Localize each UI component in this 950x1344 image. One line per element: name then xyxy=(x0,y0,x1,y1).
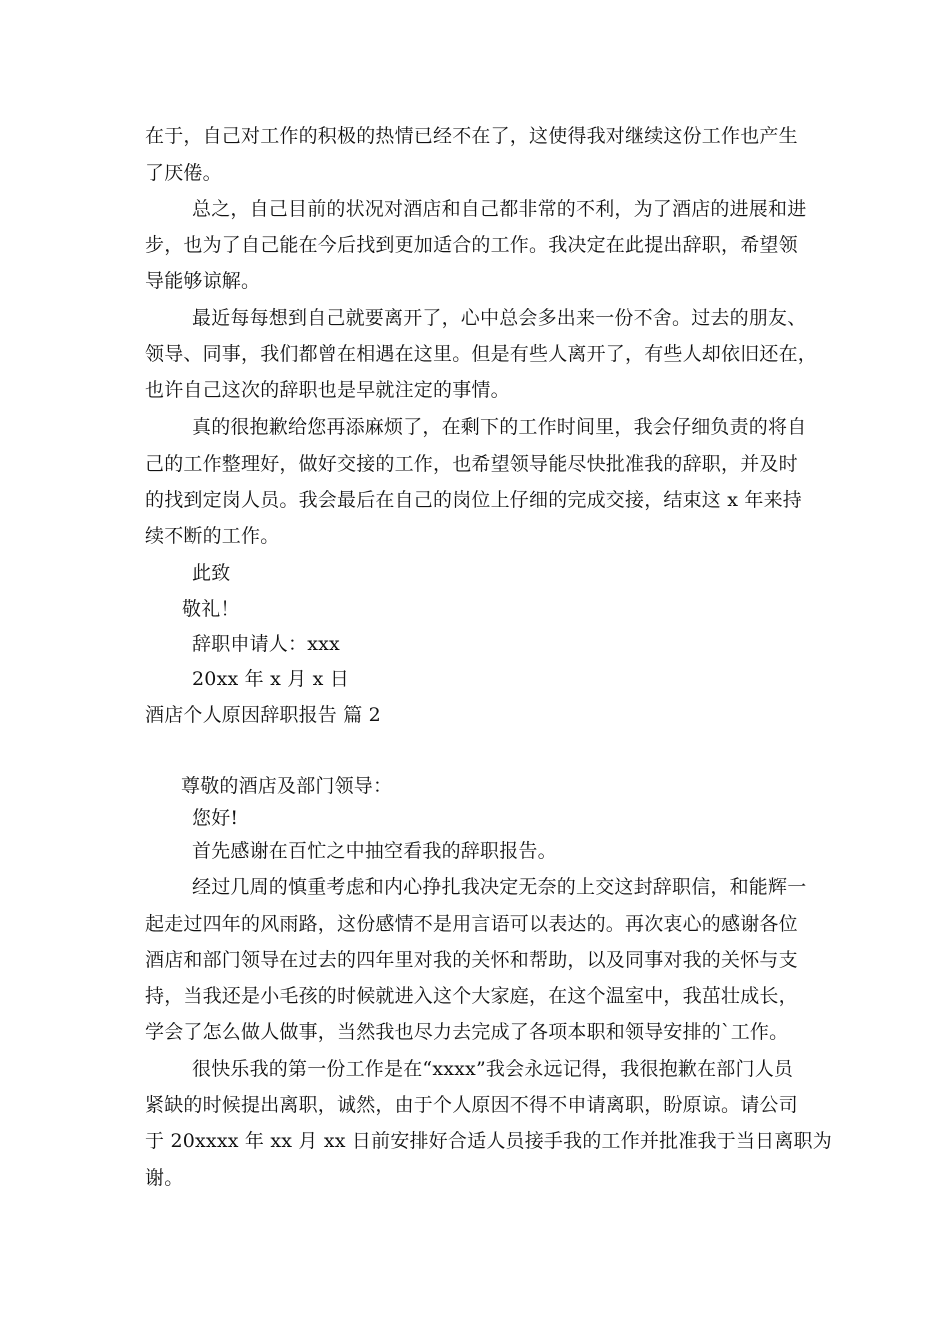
text-line: 也许自己这次的辞职也是早就注定的事情。 xyxy=(145,379,510,401)
paragraph-start-line: 很快乐我的第一份工作是在“xxxx”我会永远记得，我很抱歉在部门人员 xyxy=(192,1058,794,1080)
closing-line: 此致 xyxy=(192,562,231,584)
text-line: 领导、同事，我们都曾在相遇在这里。但是有些人离开了，有些人却依旧还在， xyxy=(145,343,818,365)
paragraph-start-line: 真的很抱歉给您再添麻烦了，在剩下的工作时间里，我会仔细负责的将自 xyxy=(192,416,807,438)
section-heading: 酒店个人原因辞职报告 篇 2 xyxy=(145,704,381,726)
text-line: 己的工作整理好，做好交接的工作，也希望领导能尽快批准我的辞职，并及时 xyxy=(145,453,798,475)
text-line: 了厌倦。 xyxy=(145,162,222,184)
text-line: 起走过四年的风雨路，这份感情不是用言语可以表达的。再次衷心的感谢各位 xyxy=(145,913,798,935)
paragraph-start-line: 最近每每想到自己就要离开了，心中总会多出来一份不舍。过去的朋友、 xyxy=(192,307,807,329)
salutation-line: 敬礼！ xyxy=(182,598,240,620)
greeting-line: 您好! xyxy=(192,807,239,829)
text-line: 谢。 xyxy=(145,1167,184,1189)
date-line: 20xx 年 x 月 x 日 xyxy=(192,668,350,690)
text-line: 在于，自己对工作的积极的热情已经不在了，这使得我对继续这份工作也产生 xyxy=(145,125,798,147)
signature-line: 辞职申请人：xxx xyxy=(192,633,340,655)
text-line: 持，当我还是小毛孩的时候就进入这个大家庭，在这个温室中，我茁壮成长， xyxy=(145,985,798,1007)
text-line: 于 20xxxx 年 xx 月 xx 日前安排好合适人员接手我的工作并批准我于当日离职为 xyxy=(145,1130,832,1152)
text-line: 续不断的工作。 xyxy=(145,525,280,547)
text-line: 紧缺的时候提出离职，诚然，由于个人原因不得不申请离职，盼原谅。请公司 xyxy=(145,1094,798,1116)
text-line: 的找到定岗人员。我会最后在自己的岗位上仔细的完成交接，结束这 x 年来持 xyxy=(145,489,802,511)
paragraph-start-line: 首先感谢在百忙之中抽空看我的辞职报告。 xyxy=(192,840,557,862)
text-line: 导能够谅解。 xyxy=(145,270,261,292)
text-line: 酒店和部门领导在过去的四年里对我的关怀和帮助，以及同事对我的关怀与支 xyxy=(145,949,798,971)
text-line: 步，也为了自己能在今后找到更加适合的工作。我决定在此提出辞职，希望领 xyxy=(145,234,798,256)
paragraph-start-line: 总之，自己目前的状况对酒店和自己都非常的不利，为了酒店的进展和进 xyxy=(192,198,807,220)
paragraph-start-line: 经过几周的慎重考虑和内心挣扎我决定无奈的上交这封辞职信，和能辉一 xyxy=(192,876,807,898)
text-line: 学会了怎么做人做事，当然我也尽力去完成了各项本职和领导安排的`工作。 xyxy=(145,1021,789,1043)
greeting-line: 尊敬的酒店及部门领导： xyxy=(181,775,393,797)
